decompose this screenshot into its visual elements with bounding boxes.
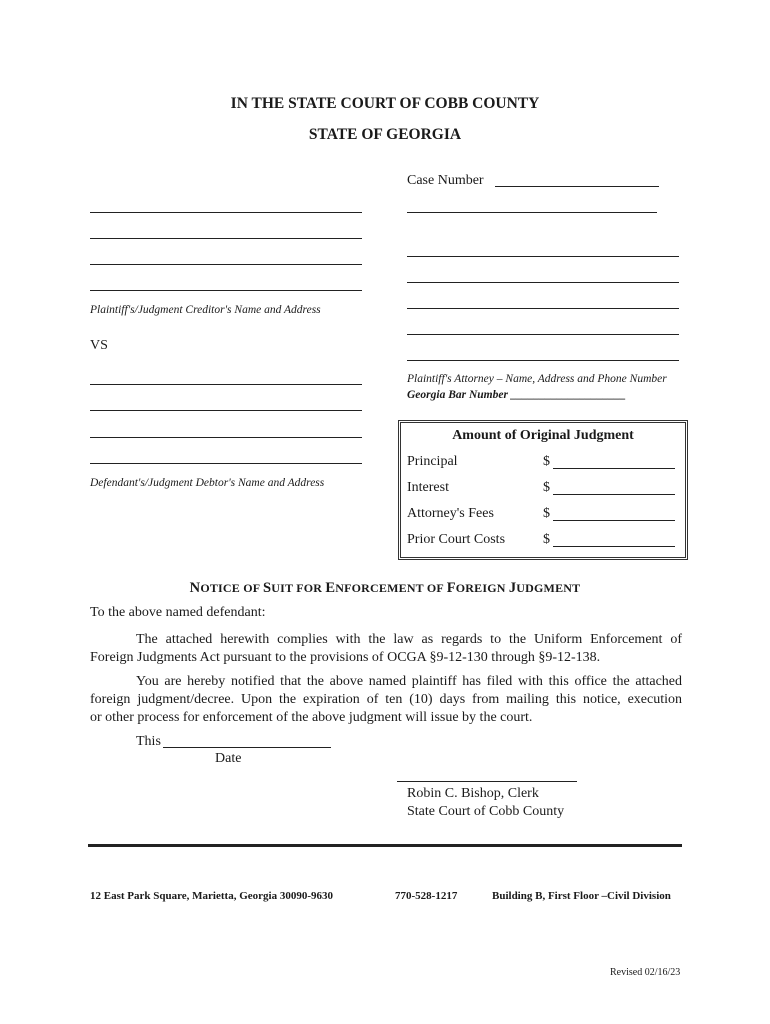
attorney-fees-amount-field[interactable]: [553, 520, 675, 521]
defendant-line-4[interactable]: [90, 463, 362, 464]
case-number-label: Case Number: [407, 173, 484, 188]
bar-number-label: Georgia Bar Number ____________________: [407, 389, 626, 401]
versus-label: VS: [90, 338, 108, 353]
paragraph-2-line-1: You are hereby notified that the above named plaintiff has filed with this office the attached: [136, 674, 682, 689]
principal-dollar-sign: $: [543, 454, 550, 469]
plaintiff-line-1[interactable]: [90, 212, 362, 213]
attorney-caption: Plaintiff's Attorney – Name, Address and Phone Number: [407, 373, 667, 385]
plaintiff-line-4[interactable]: [90, 290, 362, 291]
clerk-signature-line[interactable]: [397, 781, 577, 782]
attorney-fees-dollar-sign: $: [543, 506, 550, 521]
footer-rule: [88, 844, 682, 847]
defendant-line-3[interactable]: [90, 437, 362, 438]
notice-title: NOTICE OF SUIT FOR ENFORCEMENT OF FOREIGN JUDGMENT: [189, 580, 581, 596]
interest-dollar-sign: $: [543, 480, 550, 495]
principal-amount-field[interactable]: [553, 468, 675, 469]
defendant-line-2[interactable]: [90, 410, 362, 411]
judgment-box-title: Amount of Original Judgment: [452, 428, 634, 443]
interest-amount-field[interactable]: [553, 494, 675, 495]
paragraph-2-line-3: or other process for enforcement of the above judgment will issue by the court.: [90, 710, 533, 725]
date-field[interactable]: [163, 747, 331, 748]
clerk-office: State Court of Cobb County: [407, 804, 565, 819]
court-costs-dollar-sign: $: [543, 532, 550, 547]
plaintiff-line-3[interactable]: [90, 264, 362, 265]
plaintiff-line-2[interactable]: [90, 238, 362, 239]
judgment-amount-box: [398, 420, 688, 560]
attorney-line-2[interactable]: [407, 256, 679, 257]
attorney-line-1[interactable]: [407, 212, 657, 213]
addressee: To the above named defendant:: [90, 605, 266, 620]
paragraph-2-line-2: foreign judgment/decree. Upon the expiration of ten (10) days from mailing this notice, execution: [90, 692, 682, 707]
clerk-name: Robin C. Bishop, Clerk: [407, 786, 539, 801]
attorney-line-3[interactable]: [407, 282, 679, 283]
footer-address: 12 East Park Square, Marietta, Georgia 30090-9630: [90, 890, 333, 902]
attorney-fees-label: Attorney's Fees: [407, 506, 494, 521]
defendant-caption: Defendant's/Judgment Debtor's Name and Address: [90, 477, 325, 489]
attorney-line-6[interactable]: [407, 360, 679, 361]
paragraph-1-line-1: The attached herewith complies with the law as regards to the Uniform Enforcement of: [136, 632, 682, 647]
attorney-line-4[interactable]: [407, 308, 679, 309]
case-number-field[interactable]: [495, 186, 659, 187]
footer-building: Building B, First Floor –Civil Division: [492, 890, 671, 902]
interest-label: Interest: [407, 480, 449, 495]
plaintiff-caption: Plaintiff's/Judgment Creditor's Name and Address: [90, 304, 321, 316]
this-label: This: [136, 734, 161, 749]
attorney-line-5[interactable]: [407, 334, 679, 335]
revision-date: Revised 02/16/23: [610, 967, 681, 978]
court-costs-amount-field[interactable]: [553, 546, 675, 547]
date-label: Date: [215, 751, 242, 766]
footer-phone: 770-528-1217: [395, 890, 458, 902]
defendant-line-1[interactable]: [90, 384, 362, 385]
paragraph-1-line-2: Foreign Judgments Act pursuant to the provisions of OCGA §9-12-130 through §9-12-138.: [90, 650, 601, 665]
principal-label: Principal: [407, 454, 458, 469]
state-title: STATE OF GEORGIA: [308, 126, 462, 143]
court-costs-label: Prior Court Costs: [407, 532, 506, 547]
court-title: IN THE STATE COURT OF COBB COUNTY: [230, 95, 540, 112]
